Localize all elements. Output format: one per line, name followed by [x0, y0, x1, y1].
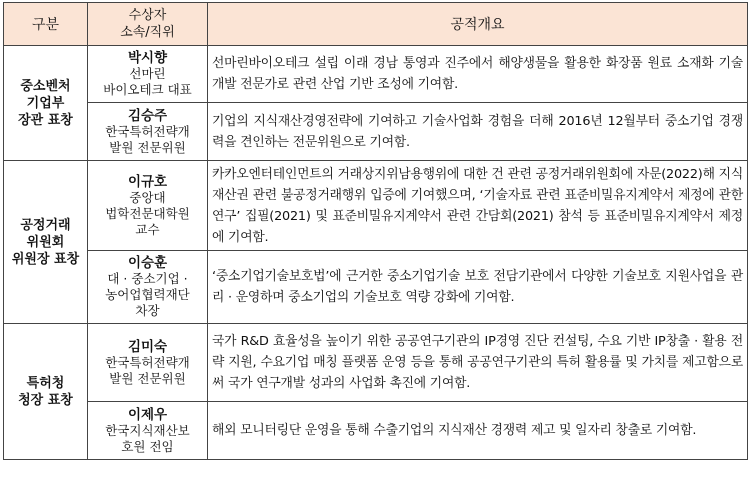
category-line: 특허청 [26, 375, 65, 391]
table-row [4, 46, 748, 103]
awardee-affiliation: 발원 전문위원 [109, 370, 186, 386]
summary-cell: 국가 R&D 효율성을 높이기 위한 공공연구기관의 IP경영 진단 컨설팅, 수요 기반 IP창출 · 활용 전략 지원, 수요기업 매칭 플랫폼 운영 등을 통해 공공연구기관의 특허 활용률 및 가치를 제고함으로써 국가 연구개발 성과의 사업화 촉진에 기여함. [208, 324, 748, 402]
header-awardee [88, 3, 208, 46]
awardee-cell [88, 46, 208, 103]
category-line: 청장 표창 [18, 392, 73, 408]
awardee-cell [88, 103, 208, 161]
awardee-name: 김미숙 [127, 338, 168, 355]
summary-cell: 카카오엔터테인먼트의 거래상지위남용행위에 대한 건 관련 공정거래위원회에 자문(2022)해 지식재산권 관련 불공정거래행위 입증에 기여했으며, ‘기술자료 관련 표준비밀유지계약서 제정에 관한 연구’ 집필(2021) 및 표준비밀유지계약서 관련 간담회(2021) 참석 등 표준비밀유지계약서 제정에 기여함. [208, 161, 748, 251]
summary-cell: 기업의 지식재산경영전략에 기여하고 기술사업화 경험을 더해 2016년 12월부터 중소기업 경쟁력을 견인하는 전문위원으로 기여함. [208, 103, 748, 161]
awardee-name: 이제우 [127, 406, 168, 423]
awardee-affiliation: 바이오테크 대표 [103, 82, 192, 97]
awards-table [3, 2, 748, 460]
table-row [4, 103, 748, 161]
category-cell [4, 161, 88, 324]
awardee-name: 박시향 [127, 50, 168, 66]
awardee-cell [88, 161, 208, 251]
awardee-affiliation: 한국특허전략개 [105, 123, 190, 139]
category-line: 위원장 표창 [11, 251, 80, 267]
table-row [4, 402, 748, 460]
summary-cell: ‘중소기업기술보호법’에 근거한 중소기업기술 보호 전담기관에서 다양한 기술보호 지원사업을 관리 · 운영하며 중소기업의 기술보호 역량 강화에 기여함. [208, 251, 748, 324]
header-awardee-title: 수상자 [128, 8, 167, 23]
awardee-affiliation: 차장 [135, 303, 160, 318]
header-summary: 공적개요 [208, 3, 748, 46]
header-category: 구분 [4, 3, 88, 46]
category-line: 기업부 [26, 95, 65, 111]
awardee-cell [88, 324, 208, 402]
awardee-affiliation: 농어업협력재단 [105, 287, 190, 302]
awardee-cell [88, 402, 208, 460]
category-line: 위원회 [26, 234, 65, 250]
awardee-name: 이승훈 [127, 255, 168, 271]
awardee-affiliation: 한국특허전략개 [105, 354, 190, 370]
awardee-name: 김승주 [127, 107, 168, 124]
awardee-affiliation: 한국지식재산보 [105, 422, 190, 438]
awardee-name: 이규호 [127, 173, 168, 190]
table-row [4, 251, 748, 324]
awardee-affiliation: 법학전문대학원 [105, 205, 190, 221]
header-awardee-subtitle: 소속/직위 [120, 25, 175, 40]
table-row [4, 161, 748, 251]
awardee-affiliation: 교수 [135, 221, 160, 237]
awardee-affiliation: 발원 전문위원 [109, 139, 186, 155]
awardee-affiliation: 선마린 [129, 66, 166, 81]
awardee-affiliation: 중앙대 [129, 189, 166, 205]
category-cell [4, 324, 88, 460]
table-row [4, 324, 748, 402]
category-line: 장관 표창 [18, 112, 73, 128]
category-cell [4, 46, 88, 161]
header-row [4, 3, 748, 46]
summary-cell: 해외 모니터링단 운영을 통해 수출기업의 지식재산 경쟁력 제고 및 일자리 창출로 기여함. [208, 402, 748, 460]
awardee-affiliation: 대 · 중소기업 · [107, 271, 188, 286]
awardee-cell [88, 251, 208, 324]
summary-cell: 선마린바이오테크 설립 이래 경남 통영과 진주에서 해양생물을 활용한 화장품 원료 소재화 기술 개발 전문가로 관련 산업 기반 조성에 기여함. [208, 46, 748, 103]
awardee-affiliation: 호원 전임 [121, 438, 174, 454]
category-line: 중소벤처 [20, 78, 71, 94]
category-line: 공정거래 [20, 217, 71, 233]
